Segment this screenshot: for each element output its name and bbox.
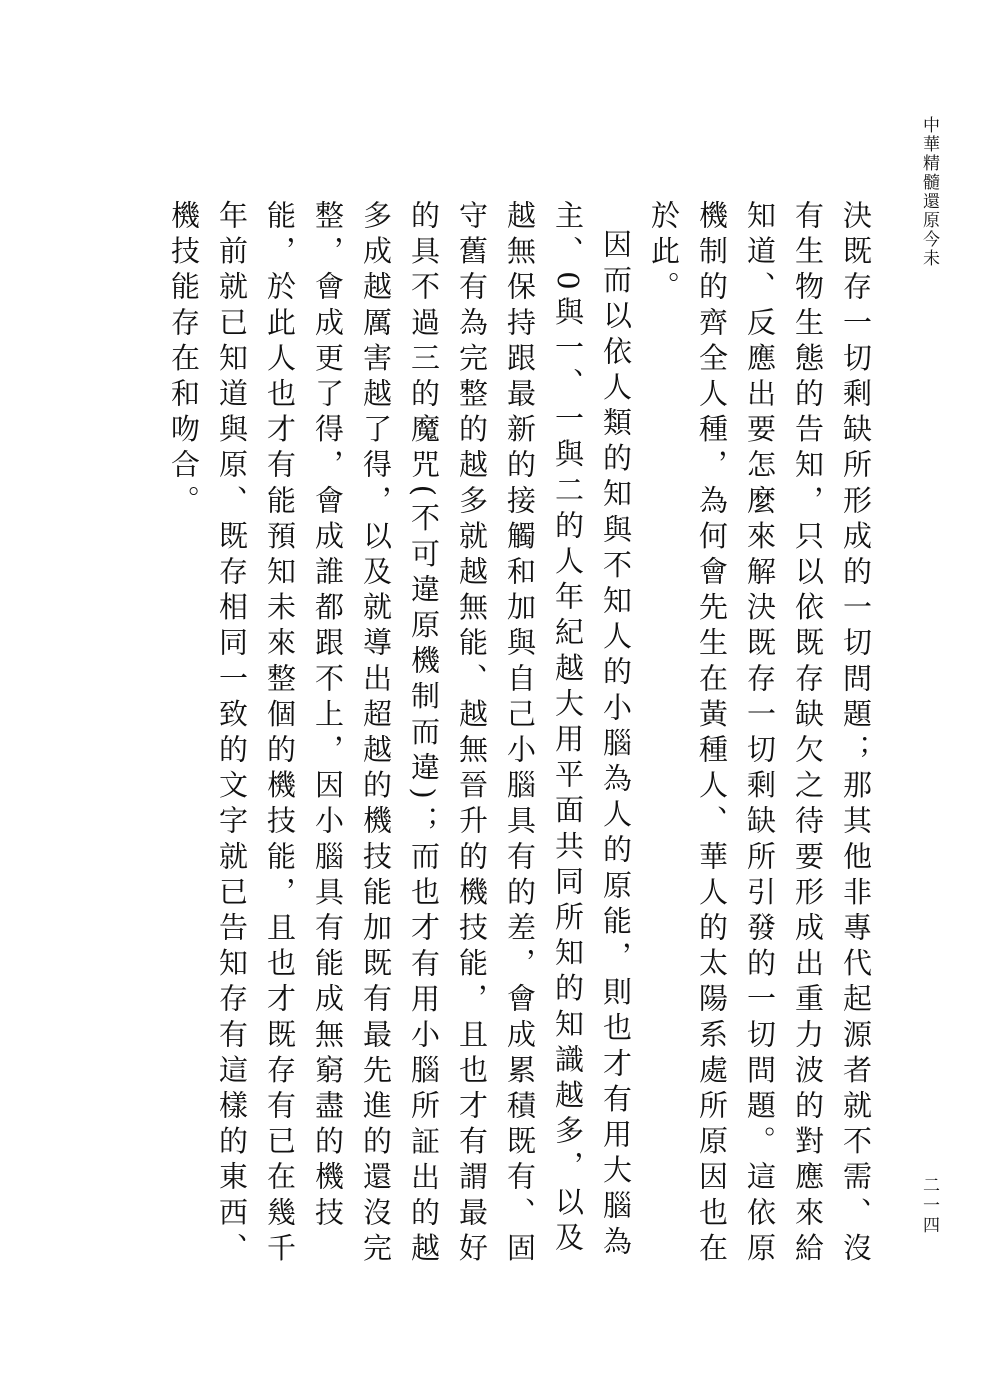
body-text [167, 200, 880, 1280]
running-title: 中華精髓還原今未 [919, 116, 939, 268]
paragraph: 決既存一切剩缺所形成的一切問題；那其他非專代起源者就不需、沒有生物生態的告知，只以依既存缺欠之待要形成出重力波的對應來給知道、反應出要怎麼來解決既存一切剩缺所引發的一切問題。這依原機制的齊全人種，為何會先生在黃種人、華人的太陽系處所原因也在於此。 [647, 200, 873, 1268]
page-number: 二一四 [919, 1176, 939, 1236]
paragraph: 因而以依人類的知與不知人的小腦為人的原能，則也才有用大腦為主、0與一、一與二的人年紀越大用平面共同所知的知識越多，以及越無保持跟最新的接觸和加與自己小腦具有的差，會成累積既有、固守舊有為完整的越多就越無能、越無晉升的機技能，且也才有謂最好的具不過三的魔咒(不可違原機制而違)；而也才有用小腦所証出的越多成越厲害越了得，以及就導出超越的機技能加既有最先進的還沒完整，會成更了得，會成誰都跟不上，因小腦具有能成無窮盡的機技能，於此人也才有能預知未來整個的機技能，且也才既存有已在幾千年前就已知道與原、既存相同一致的文字就已告知存有這樣的東西、機技能存在和吻合。 [167, 200, 633, 1269]
